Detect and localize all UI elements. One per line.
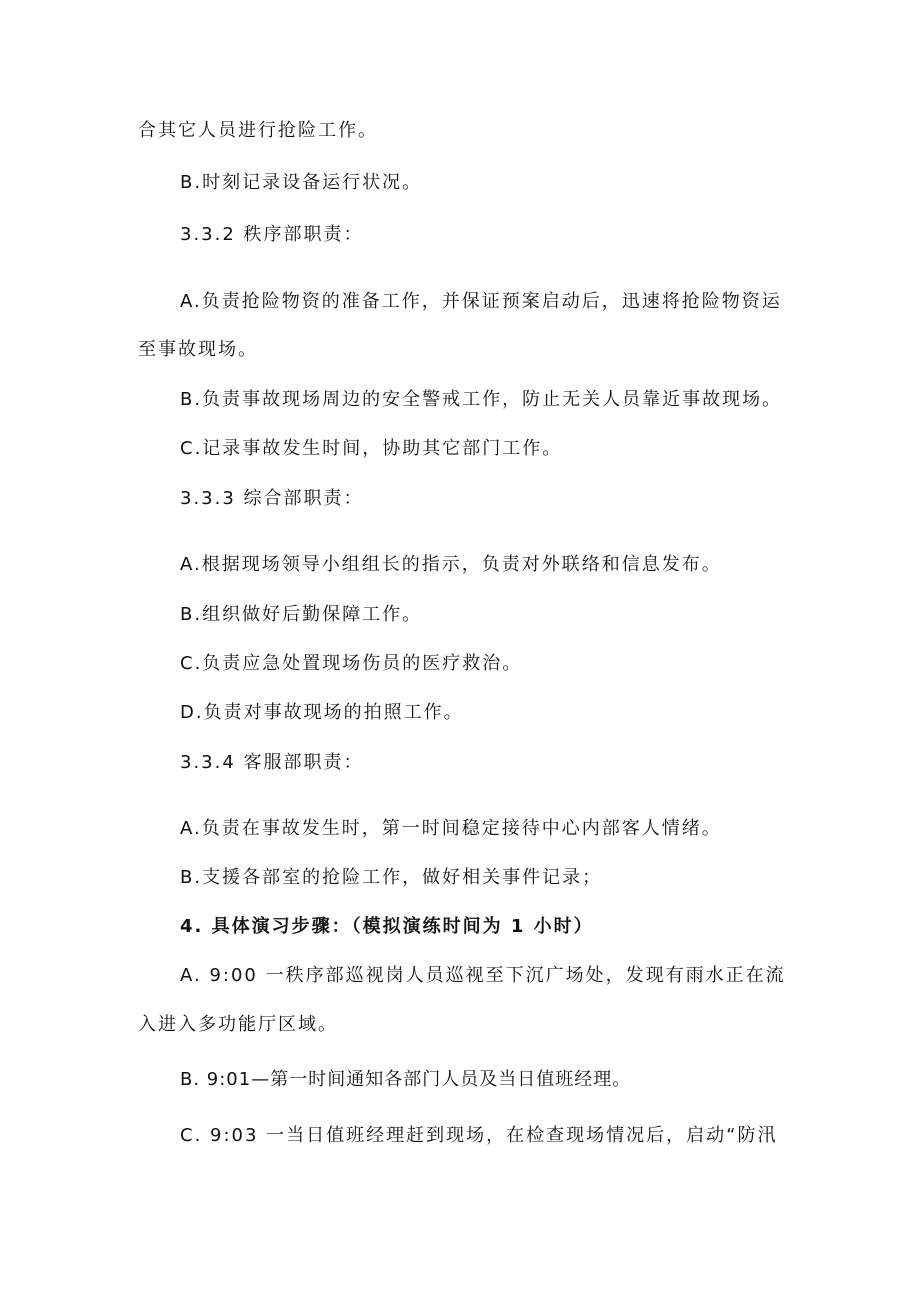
paragraph-line: C. 9:03 一当日值班经理赶到现场，在检查现场情况后，启动“防汛 [180,1125,778,1146]
paragraph-line: 合其它人员进行抢险工作。 [138,120,378,141]
paragraph-line: C.负责应急处置现场伤员的医疗救治。 [180,653,523,674]
paragraph-line: A.根据现场领导小组组长的指示，负责对外联络和信息发布。 [180,554,722,575]
paragraph-line: 至事故现场。 [138,339,258,360]
paragraph-line: B. 9:01—第一时间通知各部门人员及当日值班经理。 [180,1069,632,1090]
section-heading: 3.3.3 综合部职责： [180,488,364,509]
section-heading: 3.3.2 秩序部职责： [180,224,364,245]
paragraph-line: 入进入多功能厅区域。 [138,1014,338,1035]
paragraph-line: B.时刻记录设备运行状况。 [180,172,423,193]
paragraph-line: C.记录事故发生时间，协助其它部门工作。 [180,438,563,459]
paragraph-line: A. 9:00 一秩序部巡视岗人员巡视至下沉广场处，发现有雨水正在流 [180,965,786,986]
paragraph-line: A.负责在事故发生时，第一时间稳定接待中心内部客人情绪。 [180,818,722,839]
section-heading: 4. 具体演习步骤：（模拟演练时间为 1 小时） [180,916,594,937]
paragraph-line: B.组织做好后勤保障工作。 [180,604,423,625]
paragraph-line: A.负责抢险物资的准备工作，并保证预案启动后，迅速将抢险物资运 [180,291,782,312]
paragraph-line: B.支援各部室的抢险工作，做好相关事件记录； [180,867,603,888]
paragraph-line: D.负责对事故现场的拍照工作。 [180,702,464,723]
paragraph-line: B.负责事故现场周边的安全警戒工作，防止无关人员靠近事故现场。 [180,389,783,410]
section-heading: 3.3.4 客服部职责： [180,752,364,773]
